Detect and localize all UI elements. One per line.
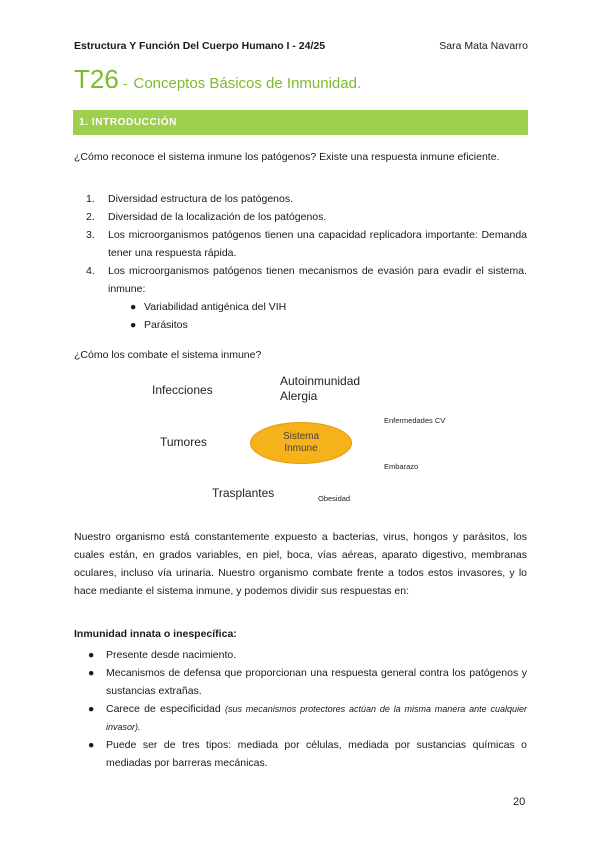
label-tumores: Tumores <box>160 435 207 449</box>
innate-immunity-list <box>86 646 527 772</box>
sistema-inmune-ellipse <box>250 422 352 464</box>
list-item <box>86 262 527 334</box>
bullet-icon: ● <box>130 319 137 331</box>
label-enfermedades-cv: Enfermedades CV <box>384 416 446 425</box>
course-header: Estructura Y Función Del Cuerpo Humano I - 24/25 <box>74 40 326 52</box>
label-alergia: Alergia <box>280 389 318 403</box>
immune-system-diagram <box>140 368 470 508</box>
sublist-item <box>108 316 527 334</box>
sublist-item <box>108 298 527 316</box>
label-obesidad: Obesidad <box>318 494 351 503</box>
combat-question: ¿Cómo los combate el sistema inmune? <box>74 349 262 361</box>
list-item-text: Diversidad de la localización de los patógenos. <box>108 211 327 223</box>
list-item <box>86 700 527 736</box>
topic-code: T26 <box>74 64 119 94</box>
page-number: 20 <box>513 796 526 808</box>
list-item-text: Los microorganismos patógenos tienen una capacidad replicadora importante: Demanda tener una respuesta rápida. <box>108 229 527 259</box>
section-heading-bar: 1. INTRODUCCIÓN <box>73 110 528 135</box>
reasons-list <box>86 190 527 334</box>
bullet-icon: ● <box>130 301 137 313</box>
list-item <box>86 736 527 772</box>
intro-question: ¿Cómo reconoce el sistema inmune los patógenos? Existe una respuesta inmune eficiente. <box>74 151 500 163</box>
sublist-item-text: Parásitos <box>144 319 188 331</box>
label-infecciones: Infecciones <box>152 383 213 397</box>
label-autoinmunidad: Autoinmunidad <box>280 374 361 388</box>
list-item-text: Presente desde nacimiento. <box>106 649 237 661</box>
list-number: 4. <box>86 265 95 277</box>
list-item-text: Puede ser de tres tipos: mediada por células, mediada por sustancias químicas o mediadas por barreras mecánicas. <box>106 739 527 769</box>
bullet-icon: ● <box>88 739 95 751</box>
ellipse-line-2: Inmune <box>284 443 318 454</box>
body-paragraph: Nuestro organismo está constantemente expuesto a bacterias, virus, hongos y parásitos, los cuales están, en grados variables, en piel, boca, vías aéreas, aparato digestivo, membranas oculares, incluso vía urinaria. Nuestro organismo combate frente a todos estos invasores, y lo hace mediante el sistema inmune, y podemos dividir sus respuestas en: <box>74 531 527 597</box>
sublist-item-text: Variabilidad antigénica del VIH <box>144 301 287 313</box>
page-title <box>74 64 361 95</box>
topic-title: Conceptos Básicos de Inmunidad. <box>133 75 362 92</box>
list-item <box>86 190 527 208</box>
bullet-icon: ● <box>88 667 95 679</box>
title-separator: - <box>122 75 128 91</box>
label-embarazo: Embarazo <box>384 462 419 471</box>
specificity-note: (sus mecanismos protectores actúan de la misma manera ante cualquier invasor). <box>106 704 527 732</box>
evasion-sublist <box>108 298 527 334</box>
list-item <box>86 208 527 226</box>
list-item <box>86 664 527 700</box>
list-item-text: Carece de especificidad <box>106 703 221 715</box>
list-item-text: Los microorganismos patógenos tienen mecanismos de evasión para evadir el sistema. inmune: <box>108 265 527 295</box>
list-item <box>86 646 527 664</box>
bullet-icon: ● <box>88 703 95 715</box>
list-number: 2. <box>86 211 95 223</box>
label-trasplantes: Trasplantes <box>212 486 275 500</box>
list-number: 3. <box>86 229 95 241</box>
bullet-icon: ● <box>88 649 95 661</box>
author-name: Sara Mata Navarro <box>439 40 528 52</box>
list-item-text: Mecanismos de defensa que proporcionan una respuesta general contra los patógenos y sustancias extrañas. <box>106 667 527 697</box>
list-item <box>86 226 527 262</box>
innate-immunity-heading: Inmunidad innata o inespecífica: <box>74 628 237 640</box>
list-item-text: Diversidad estructura de los patógenos. <box>108 193 294 205</box>
list-number: 1. <box>86 193 95 205</box>
ellipse-line-1: Sistema <box>282 431 320 442</box>
